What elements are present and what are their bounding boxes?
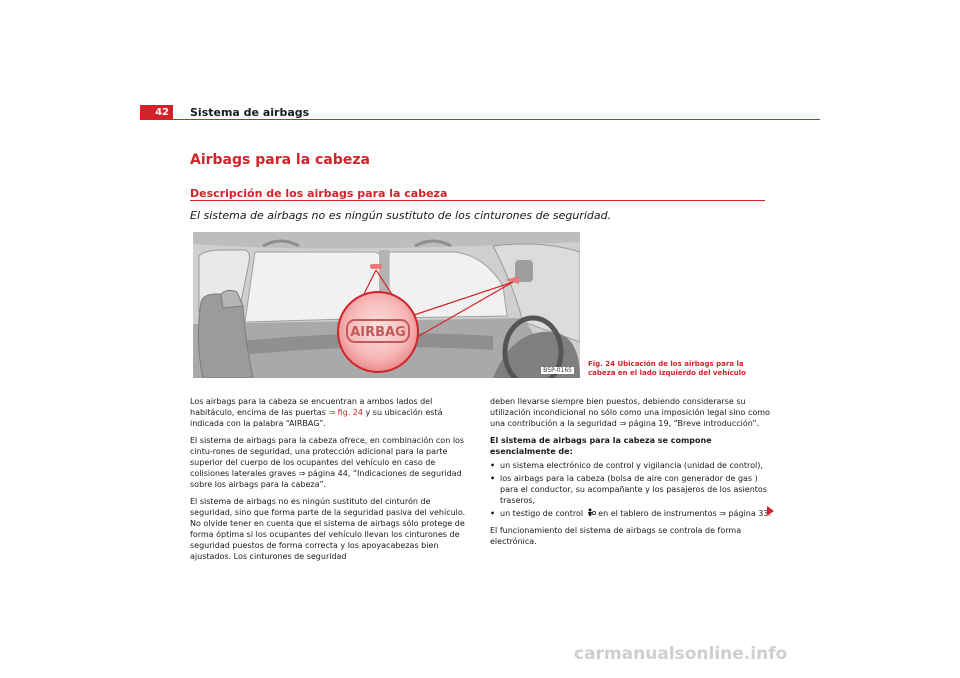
paragraph: El sistema de airbags para la cabeza ofrece, en combinación con los cintu-rones de seguridad, una protección adicional para la parte superior del cuerpo de los ocupantes del vehículo en caso de colisiones laterales graves ⇒ página 44, “Indicaciones de seguridad sobre los airbags para la cabeza”.: [190, 436, 465, 489]
list-item-text: los airbags para la cabeza (bolsa de aire con generador de gas ) para el conductor, su acompañante y los pasajeros de los asientos traseros,: [500, 474, 767, 505]
bullet-icon: •: [490, 461, 496, 470]
list-item-text-part: un testigo de control: [500, 509, 586, 518]
figure-caption: Fig. 24 Ubicación de los airbags para la cabeza en el lado izquierdo del vehículo: [588, 360, 746, 377]
paragraph: [190, 396, 470, 429]
airbag-warning-icon: [586, 508, 596, 517]
paragraph-text: Los airbags para la cabeza se encuentran a ambos lados del habitáculo, encima de las puertas: [190, 397, 433, 417]
continue-arrow-icon: [767, 506, 774, 516]
list-item-text-part: en el tablero de instrumentos ⇒ página 33.: [595, 509, 771, 518]
subsection-title: Descripción de los airbags para la cabeza: [190, 187, 448, 200]
text-column-right: [490, 396, 775, 553]
list-item: [490, 473, 775, 506]
page-title: Airbags para la cabeza: [190, 152, 370, 168]
lead-text: El sistema de airbags no es ningún sustituto de los cinturones de seguridad.: [190, 209, 612, 222]
section-title: Sistema de airbags: [190, 106, 310, 119]
list-item-text: un sistema electrónico de control y vigilancia (unidad de control),: [500, 461, 763, 470]
page-number: 42: [140, 105, 173, 120]
subsection-divider: [190, 200, 765, 201]
paragraph: El funcionamiento del sistema de airbags se controla de forma electrónica.: [490, 526, 742, 546]
list-heading: El sistema de airbags para la cabeza se compone esencialmente de:: [490, 436, 712, 456]
paragraph: deben llevarse siempre bien puestos, debiendo considerarse su utilización incondicional no sólo como una imposición legal sino como una contribución a la seguridad ⇒ página 19, “Breve introducción”.: [490, 397, 770, 428]
text-column-left: [190, 396, 470, 568]
bullet-icon: •: [490, 474, 496, 483]
header-divider: [140, 119, 820, 120]
figure-code: B5P-0165: [543, 367, 572, 374]
car-interior-illustration: [193, 232, 580, 378]
paragraph-text: y su ubicación está indicada con la palabra “AIRBAG”.: [190, 408, 443, 428]
list-item: [490, 460, 775, 471]
list-item: [490, 508, 775, 519]
list-item-text: [500, 508, 771, 519]
bullet-icon: •: [490, 509, 496, 518]
figure-reference-link[interactable]: ⇒ fig. 24: [328, 408, 363, 417]
airbag-location-figure: [193, 232, 580, 378]
airbag-label: AIRBAG: [350, 325, 406, 340]
paragraph: El sistema de airbags no es ningún sustituto del cinturón de seguridad, sino que forma parte de la seguridad pasiva del vehículo. No olvide tener en cuenta que el sistema de airbags sólo protege de forma óptima si los ocupantes del vehículo llevan los cinturones de seguridad puestos de forma correcta y los apoyacabezas bien ajustados. Los cinturones de seguridad: [190, 497, 466, 561]
watermark: carmanualsonline.info: [574, 644, 788, 664]
